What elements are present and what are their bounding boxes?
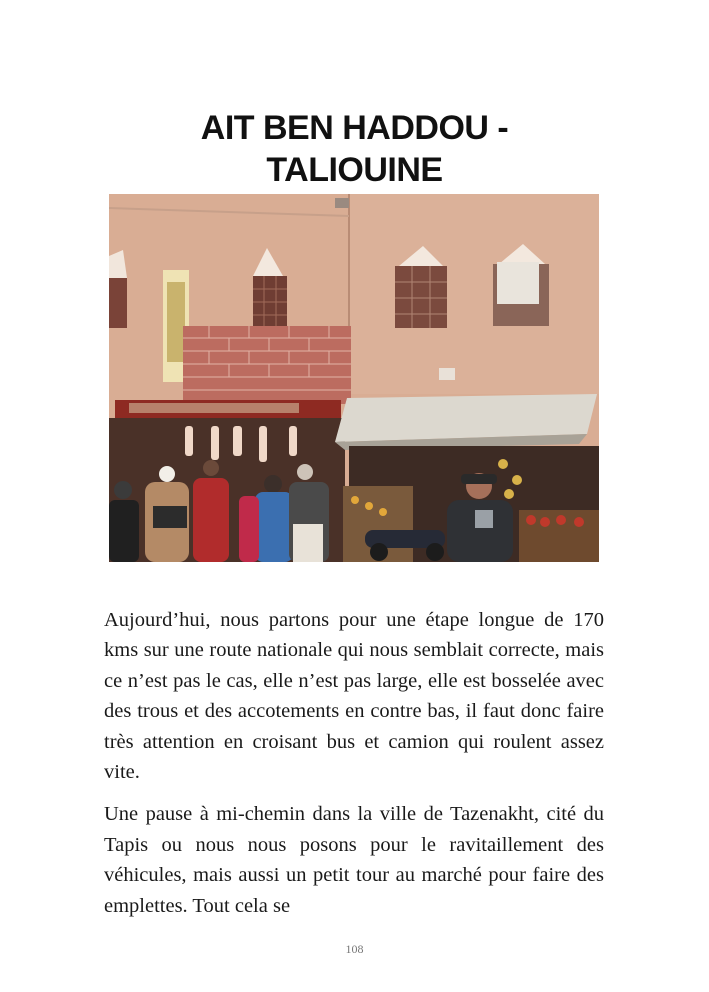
- market-street-photo: [109, 194, 599, 562]
- title-line-2: TALIOUINE: [266, 150, 443, 189]
- paragraph: Aujourd’hui, nous partons pour une étape longue de 170 kms sur une route nationale qui nous semblait correcte, mais ce n’est pas le cas, elle n’est pas large, elle est bosselée avec des trous et des accotements en contre bas, il faut donc faire très attention en croisant bus et camion qui roulent assez vite.: [104, 609, 604, 784]
- body-text: [104, 605, 604, 933]
- title-line-1: AIT BEN HADDOU -: [200, 108, 509, 147]
- paragraph: Une pause à mi-chemin dans la ville de Tazenakht, cité du Tapis ou nous nous posons pour le ravitaillement des véhicules, mais aussi un petit tour au marché pour faire des emplettes. Tout cela se: [104, 803, 604, 917]
- page-number: 108: [345, 942, 364, 956]
- page-title: [0, 107, 709, 191]
